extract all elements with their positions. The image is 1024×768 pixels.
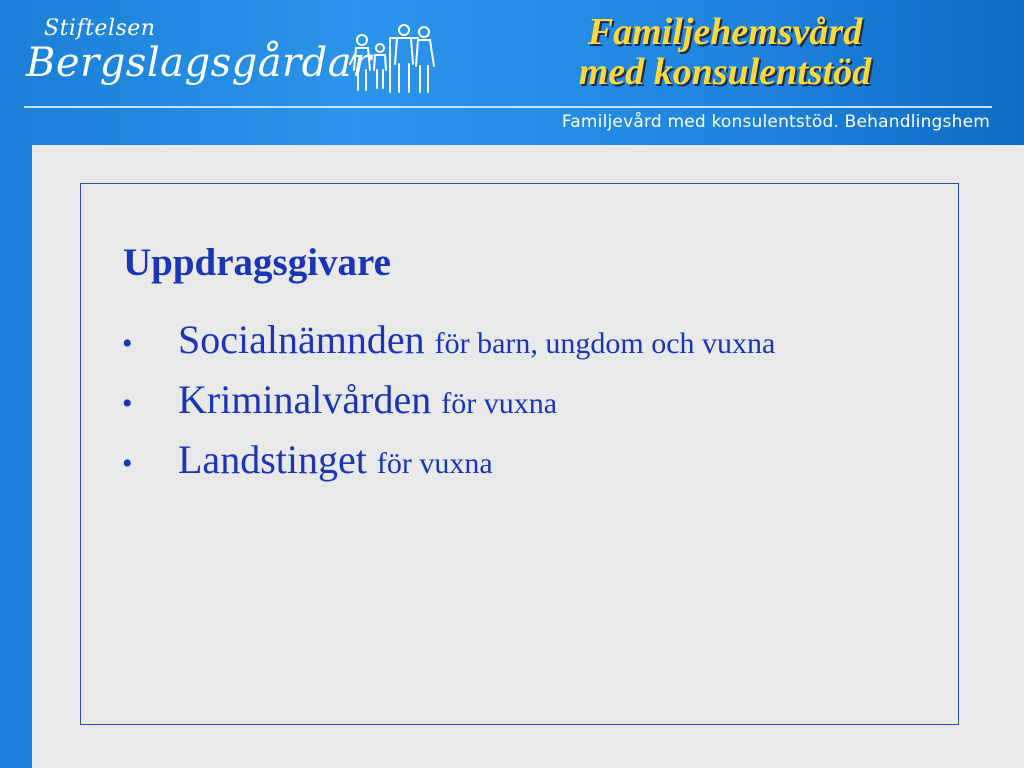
- header-divider: [24, 106, 992, 108]
- header-banner: [0, 0, 1024, 145]
- bullet-icon: •: [122, 447, 133, 480]
- tagline: Familjevård med konsulentstöd. Behandlingshem: [561, 112, 990, 132]
- list-item: [122, 316, 775, 376]
- bullet-sub-text: för vuxna: [376, 447, 493, 480]
- list-item: [122, 376, 775, 436]
- title-line-2: med konsulentstöd: [578, 51, 872, 93]
- bullet-icon: •: [122, 327, 133, 360]
- logo-small-text: Stiftelsen: [44, 16, 156, 41]
- section-heading: Uppdragsgivare: [123, 241, 391, 284]
- page-title: [520, 12, 930, 92]
- bullet-main-text: Landstinget: [178, 437, 367, 482]
- bullet-icon: •: [122, 387, 133, 420]
- title-line-1: Familjehemsvård: [587, 11, 863, 53]
- logo-name: Bergslagsgårdar: [26, 40, 372, 86]
- bullet-sub-text: för vuxna: [441, 387, 558, 420]
- bullet-main-text: Kriminalvården: [178, 377, 432, 422]
- family-figures-icon: [348, 18, 438, 94]
- bullet-sub-text: för barn, ungdom och vuxna: [434, 327, 776, 360]
- bullet-main-text: Socialnämnden: [178, 317, 425, 362]
- bullet-list: [122, 316, 775, 496]
- list-item: [122, 436, 775, 496]
